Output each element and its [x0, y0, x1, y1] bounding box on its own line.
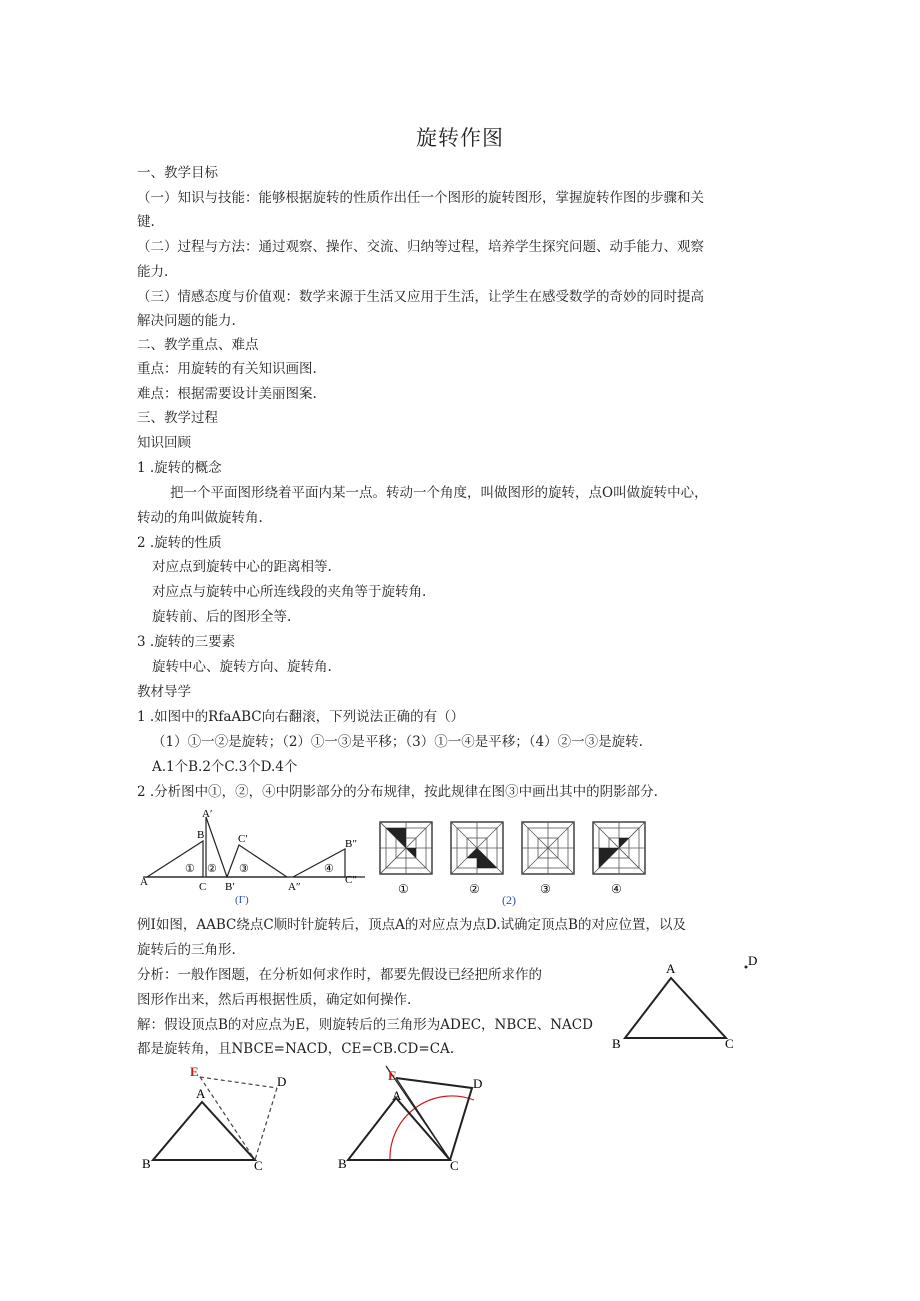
text-line: 例I如图，AABC绕点C顺时针旋转后，顶点A的对应点为点D.试确定顶点B的对应位置，以及: [137, 917, 686, 933]
text-line: 2 .分析图中①，②，④中阴影部分的分布规律，按此规律在图③中画出其中的阴影部分.: [137, 784, 658, 800]
figure1-label: C′: [238, 833, 248, 845]
text-line: （二）过程与方法：通过观察、操作、交流、归纳等过程，培养学生探究问题、动手能力、观察: [137, 239, 704, 255]
figure4-label: D: [277, 1074, 287, 1089]
rotated-triangle-figure: [338, 1060, 498, 1175]
text-line: 转动的角叫做旋转角.: [137, 510, 263, 526]
text-line: 把一个平面图形绕着平面内某一点。转动一个角度，叫做图形的旋转，点O叫做旋转中心，: [170, 485, 708, 501]
figure3-label: D: [748, 953, 758, 968]
text-line: 旋转前、后的图形全等.: [152, 609, 292, 625]
figure1-label: ②: [207, 863, 217, 875]
rolling-triangle-figure: [135, 805, 370, 905]
text-line: （三）情感态度与价值观：数学来源于生活又应用于生活，让学生在感受数学的奇妙的同时提高: [137, 289, 704, 305]
subsection-heading: 教材导学: [137, 684, 191, 700]
text-line: 图形作出来，然后再根据性质，确定如何操作.: [137, 992, 412, 1008]
figure5-label: D: [473, 1076, 483, 1091]
figure1-label: ④: [324, 863, 334, 875]
figure1-caption: (Γ): [235, 894, 249, 905]
figure1-label: B: [197, 829, 205, 841]
text-line: 分析：一般作图题，在分析如何求作时，都要先假设已经把所求作的: [137, 967, 542, 983]
text-line: 1 .旋转的概念: [137, 460, 222, 476]
figure4-label: C: [254, 1158, 263, 1173]
figure1-label: ③: [239, 863, 249, 875]
text-line: （1）①一②是旋转；（2）①一③是平移；（3）①一④是平移；（4）②一③是旋转.: [152, 734, 643, 750]
figure2-number: ①: [398, 882, 409, 896]
figure2-number: ④: [611, 882, 622, 896]
figure5-label: E: [388, 1068, 397, 1083]
pattern-squares-figure: [378, 820, 653, 908]
figure1-label: ①: [185, 863, 195, 875]
figure3-label: B: [612, 1036, 621, 1051]
figure4-label: A: [196, 1086, 206, 1101]
text-line: 旋转后的三角形.: [137, 942, 236, 958]
figure5-label: C: [450, 1158, 459, 1173]
section-heading: 二、教学重点、难点: [137, 337, 259, 353]
figure1-label: A′: [202, 808, 213, 820]
page-title: 旋转作图: [416, 126, 504, 150]
text-line: 旋转中心、旋转方向、旋转角.: [152, 659, 332, 675]
text-line: 对应点与旋转中心所连线段的夹角等于旋转角.: [152, 584, 427, 600]
text-line: （一）知识与技能：能够根据旋转的性质作出任一个图形的旋转图形，掌握旋转作图的步骤和关: [137, 190, 704, 206]
triangle-abc-figure: [608, 950, 768, 1055]
figure1-label: B′: [225, 881, 235, 893]
figure2-number: ②: [469, 882, 480, 896]
section-heading: 三、教学过程: [137, 410, 218, 426]
figure5-label: A: [392, 1088, 402, 1103]
figure3-label: A: [666, 961, 676, 976]
text-line: 解决问题的能力.: [137, 313, 236, 329]
figure4-label: E: [190, 1064, 199, 1079]
figure3-label: C: [725, 1036, 734, 1051]
figure2-caption: (2): [502, 893, 516, 907]
text-line: 键.: [137, 214, 155, 230]
text-line: A.1个B.2个C.3个D.4个: [152, 759, 298, 775]
text-line: 解：假设顶点B的对应点为E，则旋转后的三角形为ADEC，NBCE、NACD: [137, 1017, 593, 1033]
rotation-construction-figure: [140, 1060, 300, 1175]
figure4-label: B: [142, 1156, 151, 1171]
figure1-label: B″: [345, 838, 357, 850]
figure1-label: A″: [288, 881, 301, 893]
figure1-label: C″: [345, 874, 357, 886]
figure5-label: B: [338, 1156, 347, 1171]
text-line: 3 .旋转的三要素: [137, 634, 236, 650]
text-line: 能力.: [137, 264, 169, 280]
figure1-label: C: [199, 881, 207, 893]
figure1-label: A: [140, 876, 148, 888]
figure2-number: ③: [540, 882, 551, 896]
text-line: 重点：用旋转的有关知识画图.: [137, 361, 317, 377]
text-line: 都是旋转角，且NBCE=NACD，CE=CB.CD=CA.: [137, 1041, 455, 1057]
subsection-heading: 知识回顾: [137, 435, 191, 451]
text-line: 一、教学目标: [137, 165, 218, 181]
text-line: 难点：根据需要设计美丽图案.: [137, 386, 317, 402]
text-line: 2 .旋转的性质: [137, 535, 222, 551]
text-line: 1 .如图中的RfaABC向右翻滚，下列说法正确的有（）: [137, 709, 465, 725]
text-line: 对应点到旋转中心的距离相等.: [152, 559, 332, 575]
